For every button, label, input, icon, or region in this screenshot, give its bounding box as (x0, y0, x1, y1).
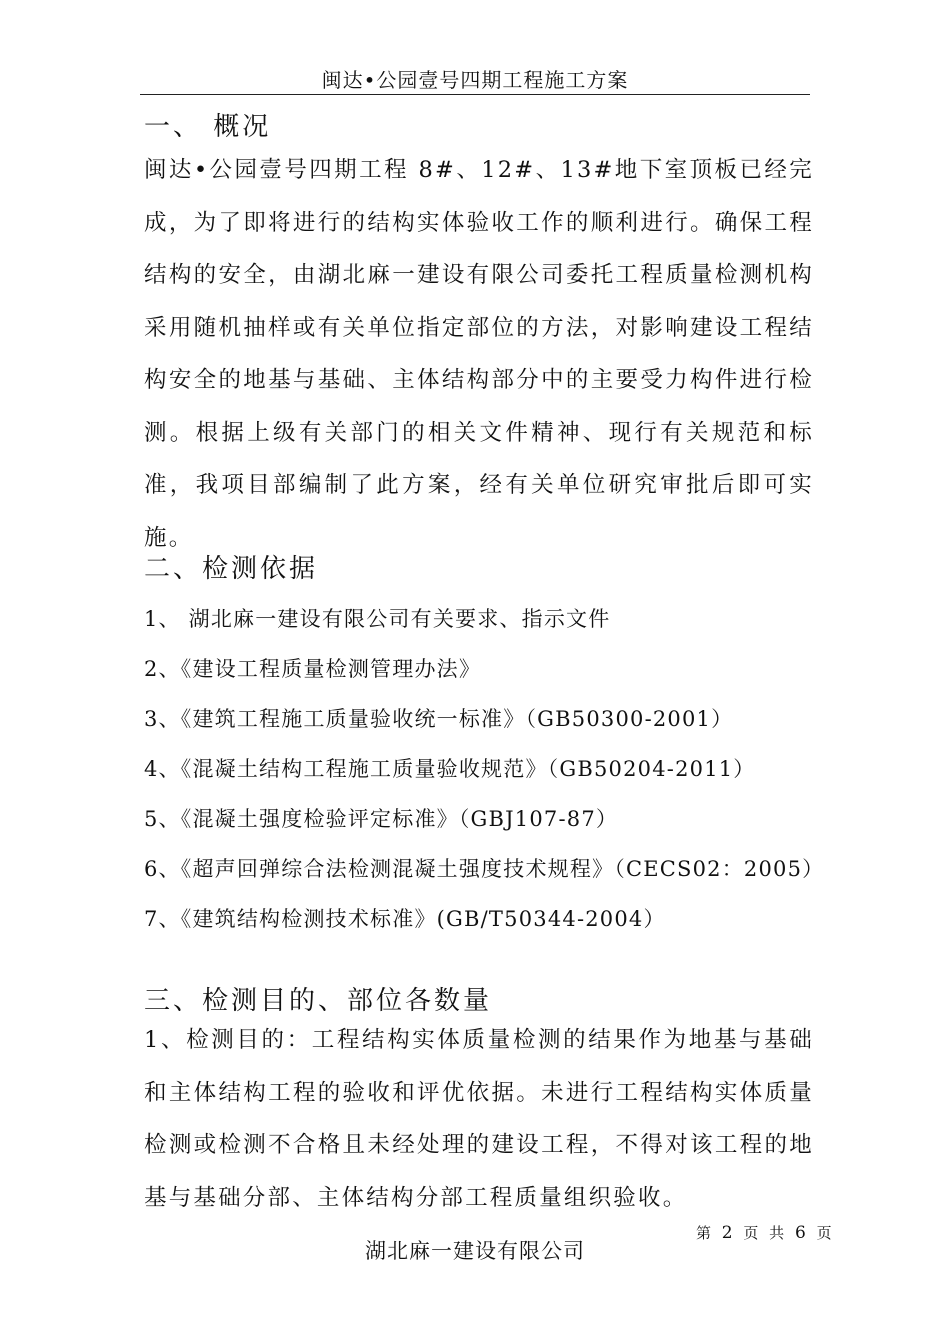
page-number-suffix: 页 (816, 1224, 835, 1242)
header-rule (140, 94, 810, 95)
header-title: 闽达•公园壹号四期工程施工方案 (321, 68, 629, 92)
reference-item-5: 5、《混凝土强度检验评定标准》（GBJ107-87） (144, 807, 619, 831)
reference-item-4: 4、《混凝土结构工程施工质量验收规范》（GB50204-2011） (144, 757, 756, 781)
section3-heading: 三、检测目的、部位各数量 (144, 986, 493, 1016)
reference-item-1: 1、 湖北麻一建设有限公司有关要求、指示文件 (144, 607, 611, 631)
reference-item-6: 6、《超声回弹综合法检测混凝土强度技术规程》（CECS02：2005） (144, 857, 825, 881)
reference-item-7: 7、《建筑结构检测技术标准》(GB/T50344-2004） (144, 907, 666, 931)
section1-heading: 一、 概况 (144, 112, 272, 142)
reference-item-2: 2、《建设工程质量检测管理办法》 (144, 657, 482, 681)
section3-paragraph: 1、检测目的：工程结构实体质量检测的结果作为地基与基础和主体结构工程的验收和评优依据。未进行工程结构实体质量检测或检测不合格且未经处理的建设工程，不得对该工程的地基与基础分部、主体结构分部工程质量组织验收。 (144, 1027, 814, 1211)
page-number-mid: 页 共 (743, 1224, 788, 1242)
page-number-current: 2 (721, 1223, 736, 1243)
section2-heading: 二、检测依据 (144, 554, 319, 584)
section1-paragraph: 闽达•公园壹号四期工程 8#、12#、13#地下室顶板已经完成，为了即将进行的结构实体验收工作的顺利进行。确保工程结构的安全，由湖北麻一建设有限公司委托工程质量检测机构采用随机抽样或有关单位指定部位的方法，对影响建设工程结构安全的地基与基础、主体结构部分中的主要受力构件进行检测。根据上级有关部门的相关文件精神、现行有关规范和标准，我项目部编制了此方案，经有关单位研究审批后即可实施。 (144, 157, 814, 551)
page-number-prefix: 第 (696, 1224, 715, 1242)
footer-company: 湖北麻一建设有限公司 (365, 1239, 585, 1263)
page-number-total: 6 (794, 1223, 809, 1243)
reference-item-3: 3、《建筑工程施工质量验收统一标准》（GB50300-2001） (144, 707, 734, 731)
